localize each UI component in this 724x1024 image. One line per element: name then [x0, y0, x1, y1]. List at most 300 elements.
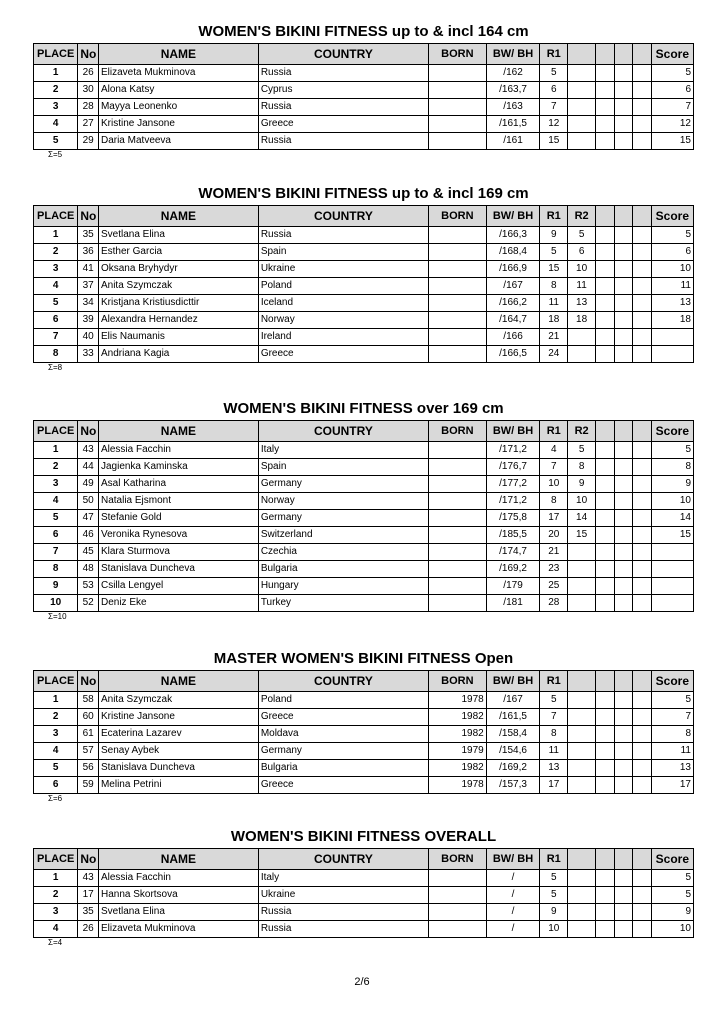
cell-blank	[614, 99, 633, 116]
cell-name: Andriana Kagia	[98, 346, 258, 363]
cell-no: 28	[78, 99, 99, 116]
cell-place: 7	[34, 329, 78, 346]
cell-score	[651, 346, 693, 363]
cell-name: Jagienka Kaminska	[98, 459, 258, 476]
cell-born	[428, 493, 486, 510]
cell-bwbh: /164,7	[486, 312, 540, 329]
cell-blank	[633, 442, 652, 459]
cell-blank	[633, 312, 652, 329]
cell-born	[428, 595, 486, 612]
cell-blank	[596, 510, 615, 527]
cell-place: 3	[34, 261, 78, 278]
cell-r2	[568, 65, 596, 82]
competitor-count: Σ=8	[48, 363, 63, 372]
cell-country: Moldava	[258, 726, 428, 743]
cell-no: 57	[78, 743, 99, 760]
cell-r2: 10	[568, 261, 596, 278]
cell-bwbh: /166,5	[486, 346, 540, 363]
header-country: COUNTRY	[258, 671, 428, 692]
cell-born	[428, 578, 486, 595]
cell-blank	[596, 133, 615, 150]
cell-blank	[614, 329, 633, 346]
cell-r2	[568, 329, 596, 346]
cell-blank	[633, 261, 652, 278]
cell-no: 34	[78, 295, 99, 312]
table-row	[34, 904, 694, 921]
cell-place: 6	[34, 777, 78, 794]
competitor-count: Σ=4	[48, 938, 63, 947]
table-row	[34, 544, 694, 561]
cell-blank	[596, 777, 615, 794]
cell-score: 15	[651, 133, 693, 150]
cell-blank	[596, 459, 615, 476]
cell-name: Alessia Facchin	[98, 442, 258, 459]
cell-bwbh: /162	[486, 65, 540, 82]
cell-born	[428, 904, 486, 921]
cell-bwbh: /161,5	[486, 116, 540, 133]
cell-blank	[633, 887, 652, 904]
table-row	[34, 561, 694, 578]
header-blank	[633, 44, 652, 65]
cell-blank	[596, 476, 615, 493]
table-row	[34, 476, 694, 493]
cell-born	[428, 116, 486, 133]
cell-name: Elizaveta Mukminova	[98, 921, 258, 938]
cell-bwbh: /166,2	[486, 295, 540, 312]
cell-blank	[596, 578, 615, 595]
cell-blank	[614, 312, 633, 329]
cell-score: 13	[651, 760, 693, 777]
header-country: COUNTRY	[258, 206, 428, 227]
cell-blank	[633, 510, 652, 527]
cell-bwbh: /175,8	[486, 510, 540, 527]
header-blank	[614, 44, 633, 65]
cell-r1: 7	[540, 709, 568, 726]
cell-r1: 7	[540, 459, 568, 476]
header-blank	[614, 421, 633, 442]
cell-place: 5	[34, 760, 78, 777]
cell-no: 52	[78, 595, 99, 612]
cell-score: 5	[651, 692, 693, 709]
cell-score: 10	[651, 921, 693, 938]
header-place: PLACE	[34, 671, 78, 692]
cell-country: Greece	[258, 777, 428, 794]
cell-no: 39	[78, 312, 99, 329]
cell-blank	[596, 295, 615, 312]
cell-blank	[633, 493, 652, 510]
cell-r2	[568, 116, 596, 133]
cell-r1: 5	[540, 887, 568, 904]
cell-r1: 15	[540, 133, 568, 150]
header-blank	[596, 44, 615, 65]
cell-blank	[633, 595, 652, 612]
header-born: BORN	[428, 44, 486, 65]
competitor-count: Σ=6	[48, 794, 63, 803]
cell-blank	[633, 921, 652, 938]
results-section	[33, 398, 694, 622]
cell-r2	[568, 561, 596, 578]
cell-place: 10	[34, 595, 78, 612]
cell-born: 1982	[428, 709, 486, 726]
cell-country: Cyprus	[258, 82, 428, 99]
cell-r2: 10	[568, 493, 596, 510]
header-blank	[596, 671, 615, 692]
header-bwbh: BW/ BH	[486, 671, 540, 692]
cell-bwbh: /185,5	[486, 527, 540, 544]
cell-country: Spain	[258, 459, 428, 476]
cell-r2	[568, 692, 596, 709]
cell-r1: 11	[540, 295, 568, 312]
cell-country: Russia	[258, 99, 428, 116]
cell-r2	[568, 760, 596, 777]
cell-r1: 9	[540, 904, 568, 921]
cell-country: Greece	[258, 116, 428, 133]
cell-name: Stanislava Duncheva	[98, 561, 258, 578]
cell-name: Alessia Facchin	[98, 870, 258, 887]
cell-no: 50	[78, 493, 99, 510]
cell-no: 44	[78, 459, 99, 476]
cell-name: Stanislava Duncheva	[98, 760, 258, 777]
cell-blank	[614, 459, 633, 476]
cell-score: 15	[651, 527, 693, 544]
cell-born	[428, 442, 486, 459]
cell-country: Spain	[258, 244, 428, 261]
cell-bwbh: /	[486, 870, 540, 887]
cell-blank	[596, 726, 615, 743]
cell-name: Daria Matveeva	[98, 133, 258, 150]
cell-score: 9	[651, 904, 693, 921]
cell-born: 1982	[428, 726, 486, 743]
cell-country: Turkey	[258, 595, 428, 612]
cell-bwbh: /169,2	[486, 760, 540, 777]
cell-no: 47	[78, 510, 99, 527]
cell-bwbh: /	[486, 904, 540, 921]
cell-blank	[633, 692, 652, 709]
table-row	[34, 459, 694, 476]
cell-blank	[596, 904, 615, 921]
header-blank	[568, 849, 596, 870]
cell-name: Kristine Jansone	[98, 116, 258, 133]
cell-blank	[596, 544, 615, 561]
cell-born	[428, 227, 486, 244]
cell-r1: 11	[540, 743, 568, 760]
section-title: WOMEN'S BIKINI FITNESS OVERALL	[230, 828, 497, 845]
cell-no: 35	[78, 904, 99, 921]
cell-no: 53	[78, 578, 99, 595]
cell-blank	[614, 887, 633, 904]
cell-bwbh: /161,5	[486, 709, 540, 726]
cell-blank	[633, 743, 652, 760]
cell-place: 1	[34, 692, 78, 709]
cell-no: 17	[78, 887, 99, 904]
cell-born	[428, 329, 486, 346]
cell-country: Norway	[258, 493, 428, 510]
header-no: No	[78, 421, 99, 442]
cell-no: 26	[78, 65, 99, 82]
table-row	[34, 133, 694, 150]
table-row	[34, 65, 694, 82]
cell-blank	[633, 65, 652, 82]
cell-country: Russia	[258, 921, 428, 938]
cell-country: Norway	[258, 312, 428, 329]
header-blank	[633, 421, 652, 442]
header-row	[34, 206, 694, 227]
cell-country: Germany	[258, 476, 428, 493]
cell-blank	[614, 82, 633, 99]
table-row	[34, 295, 694, 312]
cell-r1: 15	[540, 261, 568, 278]
cell-score: 14	[651, 510, 693, 527]
cell-bwbh: /166,9	[486, 261, 540, 278]
cell-r2: 8	[568, 459, 596, 476]
cell-blank	[596, 921, 615, 938]
cell-name: Asal Katharina	[98, 476, 258, 493]
cell-place: 3	[34, 726, 78, 743]
cell-no: 59	[78, 777, 99, 794]
cell-score: 8	[651, 726, 693, 743]
header-country: COUNTRY	[258, 421, 428, 442]
cell-country: Russia	[258, 133, 428, 150]
table-row	[34, 244, 694, 261]
cell-blank	[596, 493, 615, 510]
header-bwbh: BW/ BH	[486, 206, 540, 227]
cell-bwbh: /154,6	[486, 743, 540, 760]
header-place: PLACE	[34, 44, 78, 65]
header-blank	[614, 671, 633, 692]
cell-blank	[596, 346, 615, 363]
header-bwbh: BW/ BH	[486, 421, 540, 442]
cell-r1: 5	[540, 692, 568, 709]
cell-r1: 8	[540, 493, 568, 510]
cell-r1: 23	[540, 561, 568, 578]
header-place: PLACE	[34, 206, 78, 227]
header-born: BORN	[428, 849, 486, 870]
cell-bwbh: /171,2	[486, 442, 540, 459]
cell-place: 3	[34, 904, 78, 921]
table-row	[34, 493, 694, 510]
header-name: NAME	[98, 671, 258, 692]
table-row	[34, 510, 694, 527]
cell-r2: 6	[568, 244, 596, 261]
cell-blank	[596, 561, 615, 578]
cell-blank	[614, 65, 633, 82]
cell-country: Bulgaria	[258, 561, 428, 578]
cell-r2	[568, 544, 596, 561]
cell-bwbh: /169,2	[486, 561, 540, 578]
cell-place: 8	[34, 346, 78, 363]
cell-blank	[614, 904, 633, 921]
cell-place: 9	[34, 578, 78, 595]
cell-blank	[633, 295, 652, 312]
cell-born: 1979	[428, 743, 486, 760]
cell-blank	[596, 99, 615, 116]
cell-score	[651, 578, 693, 595]
cell-r1: 10	[540, 476, 568, 493]
header-no: No	[78, 44, 99, 65]
cell-bwbh: /158,4	[486, 726, 540, 743]
header-place: PLACE	[34, 421, 78, 442]
cell-blank	[596, 65, 615, 82]
header-blank	[596, 421, 615, 442]
header-score: Score	[651, 421, 693, 442]
header-row	[34, 421, 694, 442]
cell-name: Kristjana Kristiusdicttir	[98, 295, 258, 312]
cell-no: 30	[78, 82, 99, 99]
cell-blank	[614, 295, 633, 312]
table-row	[34, 595, 694, 612]
table-row	[34, 692, 694, 709]
cell-bwbh: /177,2	[486, 476, 540, 493]
cell-blank	[633, 346, 652, 363]
cell-no: 43	[78, 870, 99, 887]
cell-r1: 21	[540, 329, 568, 346]
cell-country: Germany	[258, 510, 428, 527]
cell-blank	[614, 527, 633, 544]
cell-country: Czechia	[258, 544, 428, 561]
header-name: NAME	[98, 206, 258, 227]
cell-name: Veronika Rynesova	[98, 527, 258, 544]
cell-r2	[568, 870, 596, 887]
header-row	[34, 849, 694, 870]
cell-place: 2	[34, 244, 78, 261]
cell-no: 29	[78, 133, 99, 150]
cell-score: 5	[651, 227, 693, 244]
cell-r1: 18	[540, 312, 568, 329]
cell-r2	[568, 743, 596, 760]
section-title: WOMEN'S BIKINI FITNESS over 169 cm	[223, 400, 504, 417]
cell-no: 61	[78, 726, 99, 743]
header-no: No	[78, 671, 99, 692]
cell-no: 58	[78, 692, 99, 709]
cell-country: Ireland	[258, 329, 428, 346]
cell-country: Italy	[258, 442, 428, 459]
competitor-count: Σ=10	[48, 612, 67, 621]
cell-bwbh: /167	[486, 278, 540, 295]
cell-place: 1	[34, 870, 78, 887]
cell-blank	[633, 82, 652, 99]
cell-r1: 8	[540, 726, 568, 743]
header-country: COUNTRY	[258, 44, 428, 65]
cell-blank	[633, 227, 652, 244]
cell-name: Alexandra Hernandez	[98, 312, 258, 329]
table-row	[34, 921, 694, 938]
header-r1: R1	[540, 671, 568, 692]
results-section	[33, 21, 694, 160]
header-blank	[633, 206, 652, 227]
cell-name: Csilla Lengyel	[98, 578, 258, 595]
table-row	[34, 726, 694, 743]
cell-score: 12	[651, 116, 693, 133]
cell-place: 1	[34, 227, 78, 244]
cell-name: Svetlana Elina	[98, 227, 258, 244]
cell-place: 6	[34, 527, 78, 544]
header-score: Score	[651, 206, 693, 227]
results-table	[33, 43, 694, 150]
cell-blank	[633, 116, 652, 133]
cell-bwbh: /	[486, 921, 540, 938]
cell-born	[428, 544, 486, 561]
cell-r2	[568, 346, 596, 363]
header-r2: R2	[568, 421, 596, 442]
cell-blank	[614, 493, 633, 510]
cell-place: 2	[34, 459, 78, 476]
cell-blank	[633, 476, 652, 493]
header-row	[34, 44, 694, 65]
cell-blank	[614, 227, 633, 244]
cell-r2	[568, 726, 596, 743]
table-row	[34, 870, 694, 887]
cell-no: 36	[78, 244, 99, 261]
cell-country: Italy	[258, 870, 428, 887]
cell-blank	[633, 561, 652, 578]
cell-score: 5	[651, 65, 693, 82]
cell-blank	[614, 442, 633, 459]
cell-blank	[596, 442, 615, 459]
table-row	[34, 527, 694, 544]
cell-r2: 13	[568, 295, 596, 312]
cell-name: Anita Szymczak	[98, 278, 258, 295]
section-title: WOMEN'S BIKINI FITNESS up to & incl 164 cm	[198, 23, 529, 40]
cell-name: Mayya Leonenko	[98, 99, 258, 116]
cell-no: 49	[78, 476, 99, 493]
cell-country: Russia	[258, 65, 428, 82]
cell-blank	[633, 459, 652, 476]
cell-r2: 9	[568, 476, 596, 493]
cell-blank	[614, 870, 633, 887]
cell-score: 9	[651, 476, 693, 493]
cell-blank	[614, 244, 633, 261]
header-no: No	[78, 849, 99, 870]
cell-r1: 28	[540, 595, 568, 612]
cell-blank	[614, 510, 633, 527]
cell-country: Iceland	[258, 295, 428, 312]
cell-blank	[596, 244, 615, 261]
header-country: COUNTRY	[258, 849, 428, 870]
cell-score: 10	[651, 261, 693, 278]
cell-blank	[614, 921, 633, 938]
cell-blank	[614, 561, 633, 578]
cell-score	[651, 329, 693, 346]
cell-score: 11	[651, 743, 693, 760]
cell-place: 4	[34, 116, 78, 133]
cell-place: 5	[34, 510, 78, 527]
cell-r1: 5	[540, 870, 568, 887]
cell-r2: 15	[568, 527, 596, 544]
cell-score: 5	[651, 887, 693, 904]
cell-name: Natalia Ejsmont	[98, 493, 258, 510]
results-section	[33, 826, 694, 948]
cell-bwbh: /166	[486, 329, 540, 346]
cell-blank	[633, 133, 652, 150]
cell-name: Esther Garcia	[98, 244, 258, 261]
cell-r1: 9	[540, 227, 568, 244]
table-row	[34, 777, 694, 794]
cell-score: 5	[651, 870, 693, 887]
cell-bwbh: /	[486, 887, 540, 904]
cell-born	[428, 459, 486, 476]
header-score: Score	[651, 671, 693, 692]
cell-no: 45	[78, 544, 99, 561]
header-born: BORN	[428, 671, 486, 692]
cell-country: Russia	[258, 227, 428, 244]
cell-name: Ecaterina Lazarev	[98, 726, 258, 743]
cell-name: Oksana Bryhydyr	[98, 261, 258, 278]
cell-blank	[596, 692, 615, 709]
cell-no: 35	[78, 227, 99, 244]
header-place: PLACE	[34, 849, 78, 870]
cell-blank	[596, 527, 615, 544]
cell-r2: 14	[568, 510, 596, 527]
